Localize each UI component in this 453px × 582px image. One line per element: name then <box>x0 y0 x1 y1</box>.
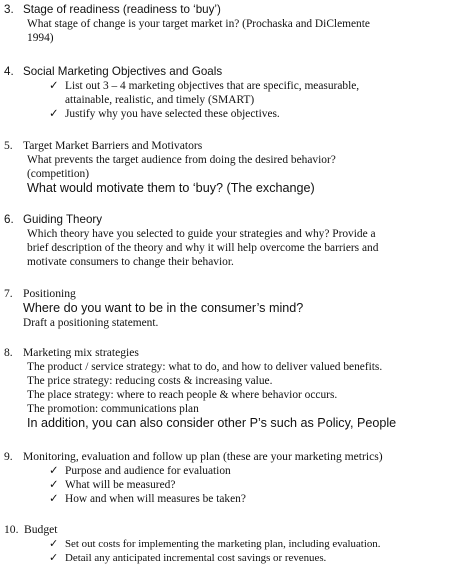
check-mark-icon: ✓ <box>49 108 59 120</box>
check-mark-icon: ✓ <box>49 493 59 505</box>
bullet-text: Purpose and audience for evaluation <box>65 465 231 477</box>
body-line: The promotion: communications plan <box>27 403 199 415</box>
body-line: motivate consumers to change their behavior. <box>27 256 234 268</box>
section-title: Guiding Theory <box>23 213 103 226</box>
section-heading <box>4 523 444 537</box>
body-line: In addition, you can also consider other P’s such as Policy, People <box>27 416 397 430</box>
bullet-text: Justify why you have selected these objectives. <box>65 108 280 120</box>
section-number: 3. <box>4 3 14 16</box>
section-heading <box>4 3 444 17</box>
body-line: The product / service strategy: what to do, and how to deliver valued benefits. <box>27 361 383 373</box>
section-title: Budget <box>24 523 58 536</box>
section-heading <box>4 139 444 153</box>
body-line: Draft a positioning statement. <box>23 317 159 329</box>
section-title: Monitoring, evaluation and follow up plan (these are your marketing metrics) <box>23 450 383 463</box>
section-8 <box>4 346 444 431</box>
section-9 <box>4 450 444 506</box>
section-title: Stage of readiness (readiness to ‘buy’) <box>23 3 221 16</box>
checklist-item <box>4 537 444 551</box>
body-line: What prevents the target audience from doing the desired behavior? <box>27 154 336 166</box>
section-number: 4. <box>4 65 14 78</box>
section-5 <box>4 139 444 196</box>
section-6 <box>4 213 444 269</box>
section-heading <box>4 213 444 227</box>
bullet-text: How and when will measures be taken? <box>65 493 246 505</box>
check-mark-icon: ✓ <box>49 552 59 564</box>
section-title: Social Marketing Objectives and Goals <box>23 65 223 78</box>
check-mark-icon: ✓ <box>49 465 59 477</box>
section-number: 6. <box>4 213 14 226</box>
section-title: Marketing mix strategies <box>23 346 139 359</box>
section-number: 5. <box>4 139 13 152</box>
body-line: Which theory have you selected to guide your strategies and why? Provide a <box>27 228 376 240</box>
bullet-text: attainable, realistic, and timely (SMART) <box>65 94 255 106</box>
body-line: What stage of change is your target market in? (Prochaska and DiClemente <box>27 18 370 30</box>
section-number: 7. <box>4 287 13 300</box>
checklist-item <box>4 551 444 565</box>
check-mark-icon: ✓ <box>49 479 59 491</box>
section-7 <box>4 287 444 330</box>
section-number: 9. <box>4 450 13 463</box>
section-number: 8. <box>4 346 13 359</box>
bullet-text: Set out costs for implementing the marketing plan, including evaluation. <box>65 538 381 550</box>
body-line: The price strategy: reducing costs & increasing value. <box>27 375 273 387</box>
body-line: brief description of the theory and why it will help overcome the barriers and <box>27 242 379 254</box>
body-line: The place strategy: where to reach people & where behavior occurs. <box>27 389 338 401</box>
section-3 <box>4 3 444 45</box>
bullet-text: List out 3 – 4 marketing objectives that are specific, measurable, <box>65 80 360 92</box>
check-mark-icon: ✓ <box>49 538 59 550</box>
section-heading <box>4 346 444 360</box>
checklist-item <box>4 79 444 107</box>
bullet-text: Detail any anticipated incremental cost savings or revenues. <box>65 552 327 564</box>
section-heading <box>4 65 444 79</box>
checklist-item <box>4 492 444 506</box>
body-line: (competition) <box>27 168 89 180</box>
body-line: Where do you want to be in the consumer’s mind? <box>23 301 304 315</box>
section-heading <box>4 287 444 301</box>
bullet-text: What will be measured? <box>65 479 176 491</box>
section-title: Target Market Barriers and Motivators <box>23 139 203 152</box>
body-line: 1994) <box>27 32 54 44</box>
checklist-item <box>4 107 444 121</box>
checklist-item <box>4 464 444 478</box>
check-mark-icon: ✓ <box>49 80 59 92</box>
section-number: 10. <box>4 523 19 536</box>
checklist-item <box>4 478 444 492</box>
section-10 <box>4 523 444 565</box>
section-heading <box>4 450 444 464</box>
section-4 <box>4 65 444 121</box>
body-line: What would motivate them to ‘buy? (The exchange) <box>27 181 315 195</box>
section-title: Positioning <box>23 287 76 300</box>
